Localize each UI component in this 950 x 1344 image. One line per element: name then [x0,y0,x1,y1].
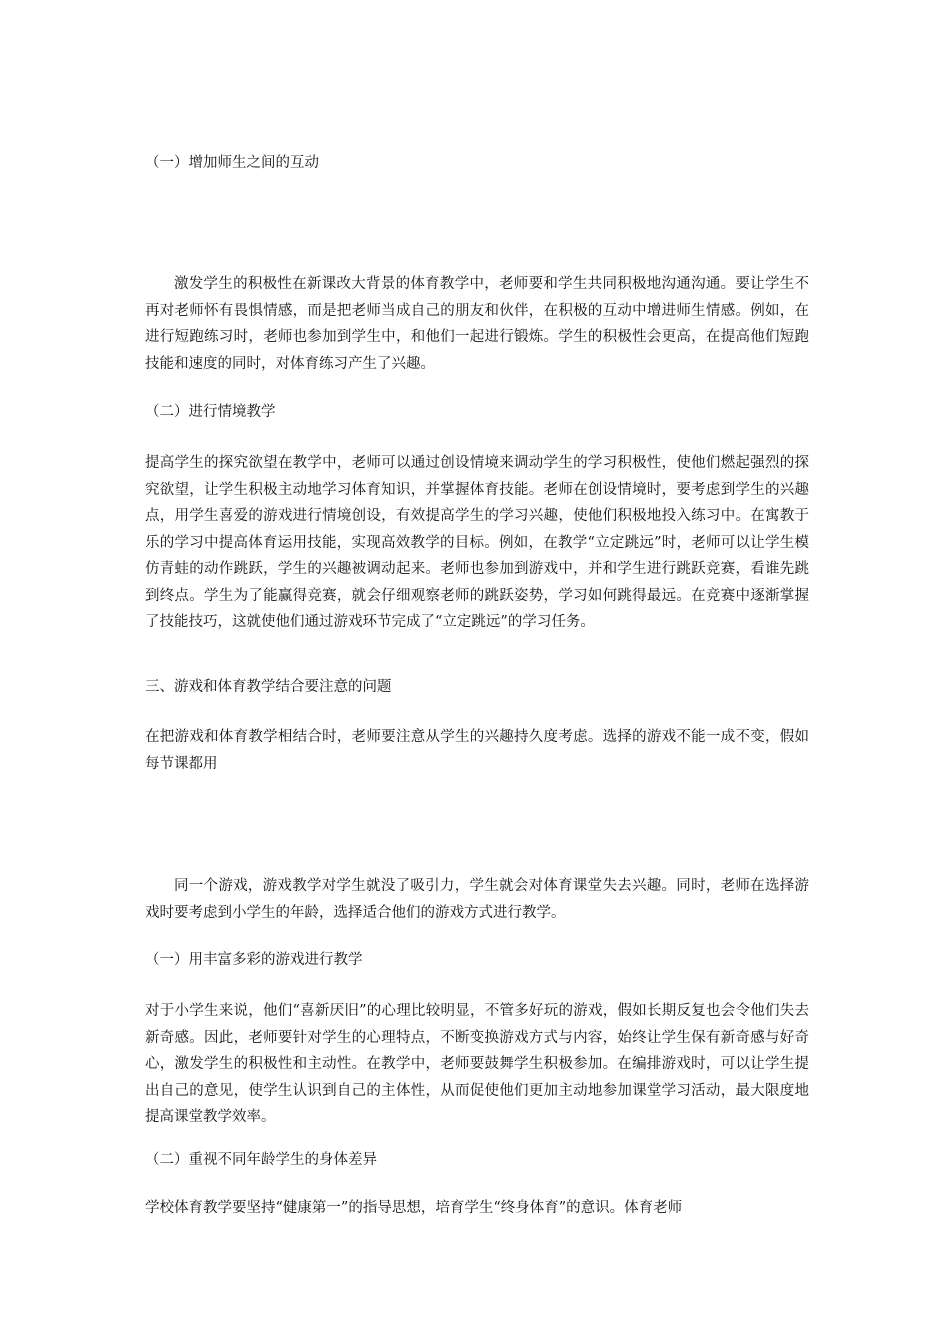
paragraph: 提高学生的探究欲望在教学中，老师可以通过创设情境来调动学生的学习积极性，使他们燃起强烈的探究欲望，让学生积极主动地学习体育知识，并掌握体育技能。老师在创设情境时，要考虑到学生的兴趣点，用学生喜爱的游戏进行情境创设，有效提高学生的学习兴趣，使他们积极地投入练习中。在寓教于乐的学习中提高体育运用技能，实现高效教学的目标。例如，在教学“立定跳远”时，老师可以让学生模仿青蛙的动作跳跃，学生的兴趣被调动起来。老师也参加到游戏中，并和学生进行跳跃竞赛，看谁先跳到终点。学生为了能赢得竞赛，就会仔细观察老师的跳跃姿势，学习如何跳得最远。在竞赛中逐渐掌握了技能技巧，这就使他们通过游戏环节完成了“立定跳远”的学习任务。 [145,455,809,630]
paragraph: 对于小学生来说，他们“喜新厌旧”的心理比较明显，不管多好玩的游戏，假如长期反复也会令他们失去新奇感。因此，老师要针对学生的心理特点，不断变换游戏方式与内容，始终让学生保有新奇感与好奇心，激发学生的积极性和主动性。在教学中，老师要鼓舞学生积极参加。在编排游戏时，可以让学生提出自己的意见，使学生认识到自己的主体性，从而促使他们更加主动地参加课堂学习活动，最大限度地提高课堂教学效率。 [145,1003,809,1125]
paragraph: 激发学生的积极性在新课改大背景的体育教学中，老师要和学生共同积极地沟通沟通。要让学生不再对老师怀有畏惧情感，而是把老师当成自己的朋友和伙伴，在积极的互动中增进师生情感。例如，在进行短跑练习时，老师也参加到学生中，和他们一起进行锻炼。学生的积极性会更高，在提高他们短跑技能和速度的同时，对体育练习产生了兴趣。 [145,276,809,372]
paragraph: 同一个游戏，游戏教学对学生就没了吸引力，学生就会对体育课堂失去兴趣。同时，老师在选择游戏时要考虑到小学生的年龄，选择适合他们的游戏方式进行教学。 [145,878,809,921]
section-heading: （二）重视不同年龄学生的身体差异 [145,1152,377,1168]
section-heading: （一）用丰富多彩的游戏进行教学 [145,952,363,968]
paragraph: 在把游戏和体育教学相结合时，老师要注意从学生的兴趣持久度考虑。选择的游戏不能一成不变，假如每节课都用 [145,729,809,772]
section-heading: （一）增加师生之间的互动 [145,155,319,171]
paragraph: 学校体育教学要坚持“健康第一”的指导思想，培育学生“终身体育”的意识。体育老师 [145,1200,683,1216]
section-heading: 三、游戏和体育教学结合要注意的问题 [145,679,392,695]
section-heading: （二）进行情境教学 [145,404,276,420]
